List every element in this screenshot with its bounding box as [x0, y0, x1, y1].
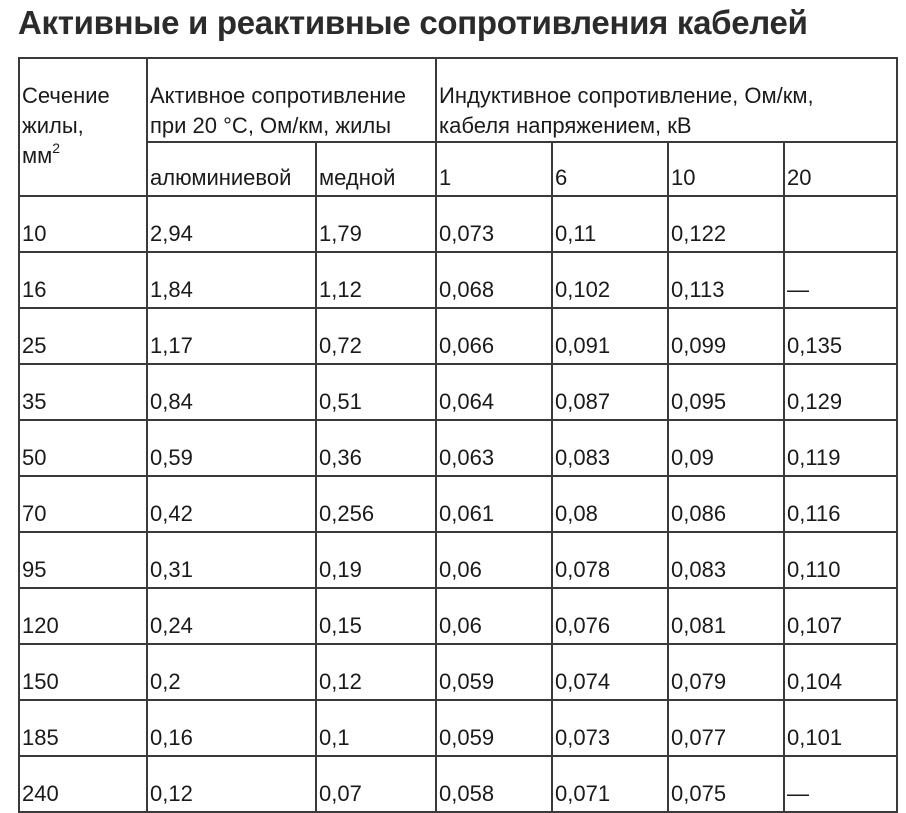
- table-row: [19, 700, 897, 756]
- cell-v20: —: [784, 756, 897, 812]
- cell-v6: 0,08: [552, 476, 668, 532]
- cell-copper: 1,79: [316, 196, 436, 252]
- cell-section: 120: [19, 588, 147, 644]
- subheader-row: [19, 142, 897, 196]
- cell-copper: 0,51: [316, 364, 436, 420]
- cell-aluminum: 0,2: [147, 644, 316, 700]
- header-row: [19, 58, 897, 142]
- cell-v10: 0,077: [668, 700, 784, 756]
- cell-v10: 0,122: [668, 196, 784, 252]
- table-row: [19, 644, 897, 700]
- cell-v1: 0,063: [436, 420, 552, 476]
- table-row: [19, 588, 897, 644]
- cell-v6: 0,091: [552, 308, 668, 364]
- header-inductive-line1: Индуктивное сопротивление, Ом/км,: [439, 83, 814, 108]
- cell-section: 185: [19, 700, 147, 756]
- cell-v6: 0,078: [552, 532, 668, 588]
- cell-v6: 0,074: [552, 644, 668, 700]
- cell-v1: 0,059: [436, 644, 552, 700]
- subheader-voltage-20: 20: [784, 142, 897, 196]
- table-row: [19, 532, 897, 588]
- cable-resistance-table: [18, 57, 898, 813]
- header-section-line3: $мм^2$: [22, 140, 61, 168]
- cell-copper: 0,1: [316, 700, 436, 756]
- table-row: [19, 476, 897, 532]
- cell-v6: 0,073: [552, 700, 668, 756]
- header-active-line1: Активное сопротивление: [150, 83, 407, 108]
- cell-v1: 0,073: [436, 196, 552, 252]
- page-title: Активные и реактивные сопротивления кабелей: [18, 4, 808, 41]
- header-active-line2: при 20 °С, Ом/км, жилы: [150, 113, 392, 138]
- header-section: [19, 58, 147, 196]
- cell-section: 25: [19, 308, 147, 364]
- cell-section: 70: [19, 476, 147, 532]
- cell-aluminum: 1,17: [147, 308, 316, 364]
- cell-section: 240: [19, 756, 147, 812]
- cell-copper: 0,36: [316, 420, 436, 476]
- table-row: [19, 420, 897, 476]
- cell-v1: 0,064: [436, 364, 552, 420]
- cell-v1: 0,068: [436, 252, 552, 308]
- cell-v6: 0,076: [552, 588, 668, 644]
- subheader-voltage-6: 6: [552, 142, 668, 196]
- cell-v20: [784, 196, 897, 252]
- cell-aluminum: 0,42: [147, 476, 316, 532]
- cell-v6: 0,087: [552, 364, 668, 420]
- cell-aluminum: 0,24: [147, 588, 316, 644]
- cell-copper: 1,12: [316, 252, 436, 308]
- cell-v10: 0,079: [668, 644, 784, 700]
- cell-v10: 0,086: [668, 476, 784, 532]
- cell-v1: 0,059: [436, 700, 552, 756]
- cell-aluminum: 0,31: [147, 532, 316, 588]
- cell-copper: 0,72: [316, 308, 436, 364]
- cell-v20: 0,101: [784, 700, 897, 756]
- cell-copper: 0,15: [316, 588, 436, 644]
- cell-section: 50: [19, 420, 147, 476]
- header-active-resistance: [147, 58, 436, 142]
- cell-v10: 0,095: [668, 364, 784, 420]
- cell-v6: 0,102: [552, 252, 668, 308]
- cell-v20: 0,119: [784, 420, 897, 476]
- cell-v20: 0,110: [784, 532, 897, 588]
- cell-v1: 0,06: [436, 588, 552, 644]
- subheader-copper: медной: [316, 142, 436, 196]
- cell-section: 35: [19, 364, 147, 420]
- cell-aluminum: 0,59: [147, 420, 316, 476]
- cell-v6: 0,071: [552, 756, 668, 812]
- cell-section: 10: [19, 196, 147, 252]
- cell-v10: 0,113: [668, 252, 784, 308]
- header-section-sup: 2: [52, 140, 61, 156]
- cell-copper: 0,19: [316, 532, 436, 588]
- cell-copper: 0,07: [316, 756, 436, 812]
- table-row: [19, 364, 897, 420]
- cell-v20: —: [784, 252, 897, 308]
- cell-v20: 0,135: [784, 308, 897, 364]
- table-row: [19, 308, 897, 364]
- cell-copper: 0,256: [316, 476, 436, 532]
- subheader-voltage-10: 10: [668, 142, 784, 196]
- cell-section: 150: [19, 644, 147, 700]
- cell-aluminum: 2,94: [147, 196, 316, 252]
- cell-aluminum: 0,84: [147, 364, 316, 420]
- cell-aluminum: 1,84: [147, 252, 316, 308]
- subheader-voltage-1: 1: [436, 142, 552, 196]
- cell-copper: 0,12: [316, 644, 436, 700]
- cell-section: 16: [19, 252, 147, 308]
- cell-v10: 0,075: [668, 756, 784, 812]
- cell-v20: 0,104: [784, 644, 897, 700]
- cell-section: 95: [19, 532, 147, 588]
- cell-v6: 0,083: [552, 420, 668, 476]
- cell-v1: 0,061: [436, 476, 552, 532]
- cell-aluminum: 0,16: [147, 700, 316, 756]
- cell-v20: 0,107: [784, 588, 897, 644]
- cell-v20: 0,116: [784, 476, 897, 532]
- header-section-line2: жилы,: [22, 113, 84, 138]
- cell-v10: 0,099: [668, 308, 784, 364]
- cell-v1: 0,06: [436, 532, 552, 588]
- cell-v6: 0,11: [552, 196, 668, 252]
- cut-off-footer: [18, 788, 318, 798]
- header-inductive-line2: кабеля напряжением, кВ: [439, 113, 692, 138]
- table-row: [19, 252, 897, 308]
- cell-v10: 0,083: [668, 532, 784, 588]
- cell-v1: 0,058: [436, 756, 552, 812]
- header-inductive-resistance: [436, 58, 897, 142]
- subheader-aluminum: алюминиевой: [147, 142, 316, 196]
- cell-v1: 0,066: [436, 308, 552, 364]
- header-section-line1: Сечение: [22, 83, 110, 108]
- cell-v10: 0,081: [668, 588, 784, 644]
- cell-aluminum: 0,12: [147, 756, 316, 812]
- table-row: [19, 196, 897, 252]
- cell-v20: 0,129: [784, 364, 897, 420]
- table-row: [19, 756, 897, 812]
- cell-v10: 0,09: [668, 420, 784, 476]
